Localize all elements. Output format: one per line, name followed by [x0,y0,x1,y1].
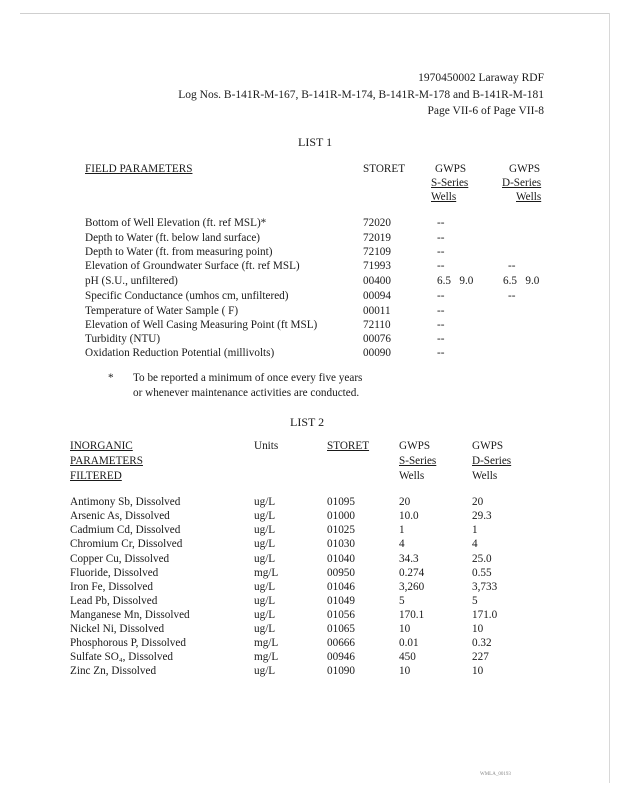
list1-row-name: Elevation of Groundwater Surface (ft. ref MSL) [85,260,300,272]
list1-row-storet: 00094 [363,290,391,302]
list1-header-param: FIELD PARAMETERS [85,163,193,175]
list2-header-gwps-d-3: Wells [472,470,498,482]
list2-row-gwps-s: 450 [399,651,416,663]
list2-row-gwps-s: 4 [399,538,405,550]
list2-row-name: Iron Fe, Dissolved [70,581,153,593]
list2-row-units: ug/L [254,595,276,607]
list1-row-storet: 00400 [363,275,391,287]
list1-row-gwps-d: -- [508,290,516,302]
list1-header-gwps-s-1: GWPS [435,163,467,175]
list1-row-storet: 00090 [363,347,391,359]
list2-row-gwps-s: 170.1 [399,609,425,621]
list1-header-gwps-d-3: Wells [516,191,542,203]
list2-row-storet: 01046 [327,581,355,593]
list2-row-storet: 01056 [327,609,355,621]
list2-row-gwps-d: 20 [472,496,484,508]
list1-title: LIST 1 [298,135,333,149]
list2-row-gwps-d: 171.0 [472,609,498,621]
list2-row-gwps-d: 0.55 [472,567,492,579]
list1-row-gwps-s: -- [437,333,445,345]
footnote-line-1: To be reported a minimum of once every five years [133,372,363,384]
list1-row-gwps-s: -- [437,232,445,244]
page-edge-top [20,13,610,14]
list2-row-gwps-d: 25.0 [472,553,492,565]
list1-row-name: Specific Conductance (umhos cm, unfiltered) [85,290,289,302]
list2-row-storet: 01095 [327,496,355,508]
list1-row-storet: 72019 [363,232,391,244]
list2-row-name: Chromium Cr, Dissolved [70,538,183,550]
list1-row-name: Depth to Water (ft. below land surface) [85,232,261,244]
footnote-mark: * [108,372,114,384]
header-document-id: 1970450002 Laraway RDF [418,72,544,84]
list2-row-gwps-s: 5 [399,595,405,607]
list1-row-gwps-s: -- [437,319,445,331]
list2-row-storet: 01090 [327,665,355,677]
list2-row-name: Cadmium Cd, Dissolved [70,524,181,536]
list2-row-units: ug/L [254,524,276,536]
list2-row-units: ug/L [254,623,276,635]
list2-row-storet: 01025 [327,524,355,536]
list2-row-storet: 00666 [327,637,355,649]
list1-row-gwps-s: -- [437,260,445,272]
list1-row-gwps-s: -- [437,246,445,258]
list1-row-name: Turbidity (NTU) [85,333,161,345]
list2-row-name: Sulfate SO₄, Dissolved [70,651,174,663]
list1-row-gwps-s: -- [437,305,445,317]
list2-header-storet: STORET [327,440,370,452]
list2-header-gwps-s-2: S-Series [399,455,437,467]
list2-row-gwps-d: 5 [472,595,478,607]
list2-row-name: Zinc Zn, Dissolved [70,665,157,677]
list1-row-name: Temperature of Water Sample ( F) [85,305,239,317]
list2-row-units: ug/L [254,538,276,550]
list2-row-gwps-s: 1 [399,524,405,536]
list2-row-gwps-s: 10 [399,623,411,635]
list2-row-gwps-d: 227 [472,651,489,663]
list2-row-units: ug/L [254,581,276,593]
list2-row-storet: 01000 [327,510,355,522]
list2-row-units: mg/L [254,637,279,649]
list2-row-gwps-s: 20 [399,496,411,508]
list2-row-units: ug/L [254,609,276,621]
list2-row-gwps-s: 0.274 [399,567,425,579]
list1-row-gwps-s: -- [437,347,445,359]
page-edge-right [609,13,610,783]
list1-row-storet: 00011 [363,305,391,317]
list1-row-name: Bottom of Well Elevation (ft. ref MSL)* [85,217,267,229]
list2-row-storet: 01065 [327,623,355,635]
list2-row-units: mg/L [254,651,279,663]
list2-row-gwps-d: 4 [472,538,478,550]
list1-header-gwps-s-3: Wells [431,191,457,203]
list2-row-gwps-s: 3,260 [399,581,425,593]
list2-header-gwps-d-2: D-Series [472,455,512,467]
list2-row-storet: 01030 [327,538,355,550]
list2-row-name: Lead Pb, Dissolved [70,595,158,607]
list1-row-name: pH (S.U., unfiltered) [85,275,178,287]
list2-title: LIST 2 [290,415,325,429]
list2-header-param-2: PARAMETERS [70,455,143,467]
list2-row-units: ug/L [254,553,276,565]
footnote-line-2: or whenever maintenance activities are conducted. [133,387,360,399]
list2-row-gwps-d: 10 [472,665,484,677]
list2-row-storet: 00950 [327,567,355,579]
list2-row-storet: 01040 [327,553,355,565]
list1-row-storet: 72110 [363,319,391,331]
list1-row-gwps-d: 6.5 9.0 [503,275,540,287]
list1-row-name: Oxidation Reduction Potential (millivolts) [85,347,275,359]
list1-row-name: Elevation of Well Casing Measuring Point (ft MSL) [85,319,318,331]
list1-header-gwps-d-2: D-Series [502,177,542,189]
header-page-number: Page VII-6 of Page VII-8 [427,105,544,117]
list2-row-name: Copper Cu, Dissolved [70,553,170,565]
list1-row-storet: 71993 [363,260,391,272]
list2-row-name: Nickel Ni, Dissolved [70,623,165,635]
list1-row-storet: 72109 [363,246,391,258]
list2-row-name: Antimony Sb, Dissolved [70,496,181,508]
list2-row-storet: 00946 [327,651,355,663]
list1-header-gwps-s-2: S-Series [431,177,469,189]
list2-row-gwps-d: 29.3 [472,510,492,522]
list1-row-storet: 72020 [363,217,391,229]
list1-row-gwps-s: -- [437,217,445,229]
list2-row-name: Arsenic As, Dissolved [70,510,170,522]
list2-row-units: ug/L [254,496,276,508]
list2-row-gwps-s: 34.3 [399,553,419,565]
list2-row-units: ug/L [254,665,276,677]
list2-row-gwps-d: 0.32 [472,637,492,649]
list2-header-units: Units [254,440,279,452]
list2-row-gwps-d: 10 [472,623,484,635]
list2-row-units: ug/L [254,510,276,522]
list1-row-storet: 00076 [363,333,391,345]
list2-header-param-1: INORGANIC [70,440,133,452]
list2-row-gwps-d: 1 [472,524,478,536]
header-log-numbers: Log Nos. B-141R-M-167, B-141R-M-174, B-141R-M-178 and B-141R-M-181 [178,89,544,101]
list1-row-gwps-d: -- [508,260,516,272]
list1-row-name: Depth to Water (ft. from measuring point) [85,246,273,258]
list2-row-gwps-d: 3,733 [472,581,498,593]
list2-row-gwps-s: 10.0 [399,510,419,522]
list2-row-gwps-s: 10 [399,665,411,677]
list2-header-param-3: FILTERED [70,470,122,482]
footer-bates-stamp: WMLA_00193 [480,772,511,777]
list2-row-gwps-s: 0.01 [399,637,419,649]
list1-header-storet: STORET [363,163,406,175]
list2-header-gwps-d-1: GWPS [472,440,504,452]
list2-row-name: Phosphorous P, Dissolved [70,637,186,649]
list1-header-gwps-d-1: GWPS [509,163,541,175]
list1-row-gwps-s: 6.5 9.0 [437,275,474,287]
list2-row-units: mg/L [254,567,279,579]
list2-row-name: Fluoride, Dissolved [70,567,159,579]
list2-header-gwps-s-3: Wells [399,470,425,482]
list2-row-name: Manganese Mn, Dissolved [70,609,190,621]
list2-header-gwps-s-1: GWPS [399,440,431,452]
list1-row-gwps-s: -- [437,290,445,302]
list2-row-storet: 01049 [327,595,355,607]
